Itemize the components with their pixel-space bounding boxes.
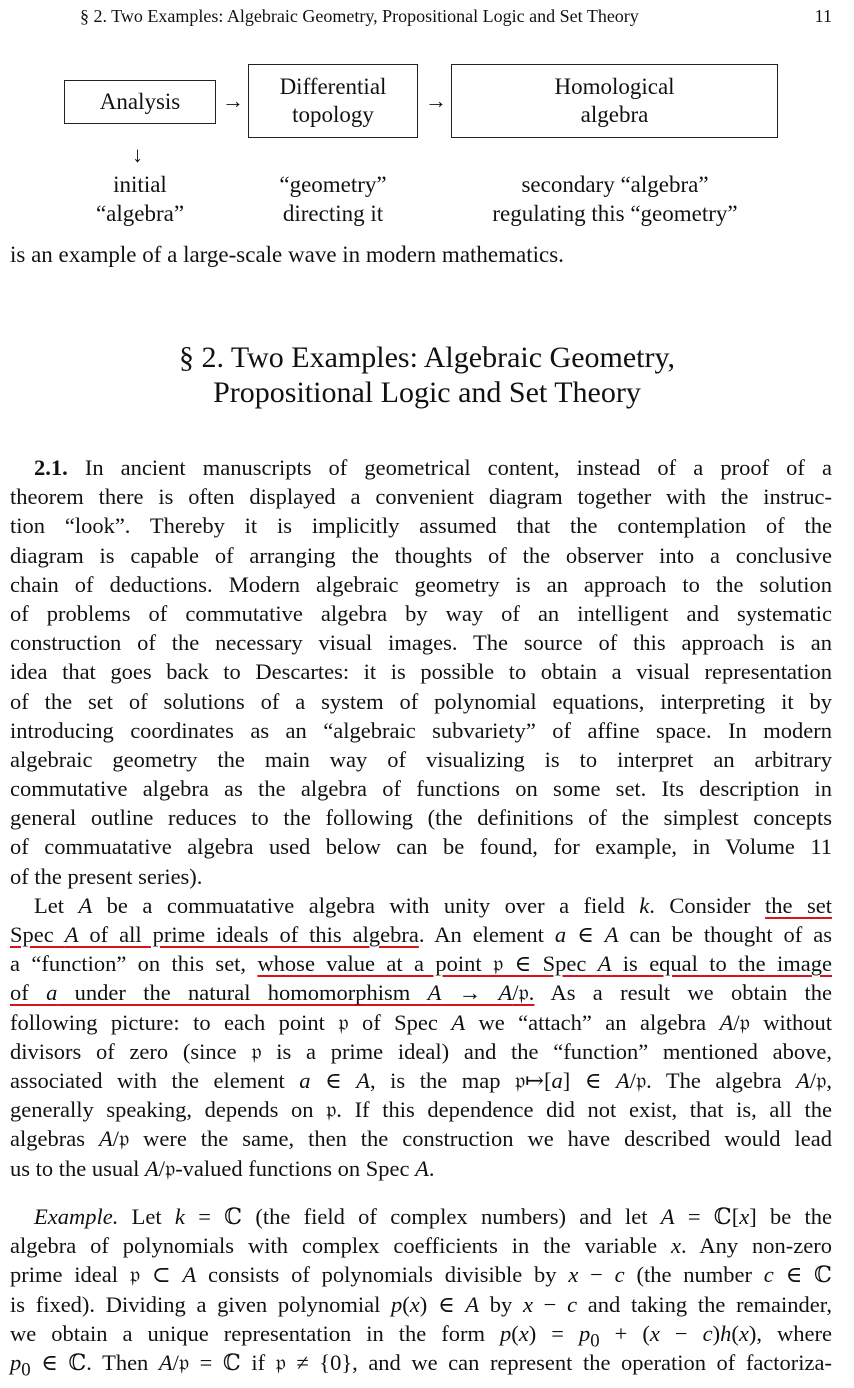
section-title [0, 340, 854, 410]
section-title-line2: Propositional Logic and Set Theory [213, 376, 641, 409]
para1-line: tion “look”. Thereby it is implicitly assumed that the contemplation of the [10, 513, 832, 539]
para1-line: of problems of commutative algebra by way of an intelligent and systematic [10, 600, 832, 626]
diagram-box-analysis [64, 80, 216, 124]
red-underline-1: the set [765, 892, 832, 918]
intro-line: is an example of a large-scale wave in modern mathematics. [10, 242, 564, 267]
para2-line-9: algebras A/𝔭 were the same, then the construction we have described would lead [10, 1126, 832, 1152]
box-differential-line1: Differential [279, 74, 387, 99]
example-line-2: algebra of polynomials with complex coefficients in the variable x. Any non-zero [10, 1233, 833, 1259]
red-underline-4: of a under the natural homomorphism A → A/𝔭. [10, 980, 535, 1006]
para1-line: idea that goes back to Descartes: it is possible to obtain a visual representation [10, 659, 832, 685]
example-line-4: is fixed). Dividing a given polynomial p(x) ∈ A by x − c and taking the remainder, [10, 1291, 832, 1317]
box-homological-line1: Homological [554, 74, 675, 99]
diagram-box-differential-topology [248, 64, 418, 138]
para2-line-10: us to the usual A/𝔭-valued functions on Spec A. [10, 1155, 435, 1181]
para2-line-3: a “function” on this set, whose value at a point 𝔭 ∈ Spec A is equal to the image [10, 951, 832, 977]
red-underline-2: Spec A of all prime ideals of this algebra [10, 922, 419, 947]
para1-line: theorem there is often displayed a convenient diagram together with the instruc- [10, 484, 832, 510]
example-line-5: we obtain a unique representation in the form $p(x) = p_0 + (x - c)h(x)$, where [10, 1320, 832, 1352]
para1-line: 2.1. In ancient manuscripts of geometrical content, instead of a proof of a [34, 455, 832, 480]
label-geometry-line1: “geometry” [279, 172, 387, 197]
para1-line: algebraic geometry the main way of visualizing is to interpret an arbitrary [10, 746, 832, 772]
para2-line-5: following picture: to each point 𝔭 of Spec A we “attach” an algebra A/𝔭 without [10, 1009, 832, 1035]
para-number: 2.1. [34, 455, 68, 480]
running-head [80, 6, 832, 27]
para1-line: of the present series). [10, 863, 203, 889]
para2-line-4: of a under the natural homomorphism A → A/𝔭. As a result we obtain the [10, 980, 833, 1006]
label-secondary-algebra [455, 170, 775, 228]
label-geometry-directing [243, 170, 423, 228]
para2-line-6: divisors of zero (since 𝔭 is a prime ideal) and the “function” mentioned above, [10, 1038, 832, 1064]
para1-line: general outline reduces to the following (the definitions of the simplest concepts [10, 805, 832, 831]
label-secondary-line1: secondary “algebra” [521, 172, 709, 197]
para2-line-1: Let A be a commuatative algebra with unity over a field k. Consider the set [34, 892, 832, 918]
box-analysis-label: Analysis [99, 89, 181, 114]
para1-line: construction of the necessary visual images. The source of this approach is an [10, 630, 832, 656]
para1-line: introducing coordinates as an “algebraic subvariety” of affine space. In modern [10, 717, 832, 743]
para1-line: diagram is capable of arranging the thoughts of the observer into a conclusive [10, 542, 832, 568]
para1-line: chain of deductions. Modern algebraic geometry is an approach to the solution [10, 571, 832, 597]
example-line-3: prime ideal 𝔭 ⊂ A consists of polynomials divisible by x − c (the number c ∈ ℂ [10, 1262, 832, 1288]
example-line-1: Example. Let k = ℂ (the field of complex numbers) and let A = ℂ[x] be the [34, 1204, 832, 1229]
label-secondary-line2: regulating this “geometry” [492, 201, 738, 226]
section-title-line1: § 2. Two Examples: Algebraic Geometry, [178, 341, 676, 374]
label-initial-algebra [60, 170, 220, 228]
arrow-down: ↓ [132, 142, 143, 167]
example-lead: Example. [34, 1204, 119, 1229]
label-initial-line1: initial [113, 172, 167, 197]
example-paragraph [10, 1202, 833, 1381]
paragraph-2-1 [10, 453, 832, 1183]
red-underline-3: whose value at a point 𝔭 ∈ Spec A is equal to the image [257, 951, 832, 977]
para1-line: of commuatative algebra used below can be found, for example, in Volume 11 [10, 834, 832, 860]
diagram-box-homological-algebra [451, 64, 778, 138]
para1-line: commutative algebra as the algebra of functions on some set. Its description in [10, 776, 832, 802]
label-initial-line2: “algebra” [95, 201, 185, 226]
arrow-right-1: → [222, 88, 244, 113]
label-geometry-line2: directing it [282, 201, 384, 226]
arrow-right-2: → [425, 88, 447, 113]
para2-line-8: generally speaking, depends on 𝔭. If this dependence did not exist, that is, all the [10, 1097, 832, 1123]
para2-line-2: Spec A of all prime ideals of this algebra. An element a ∈ A can be thought of as [10, 922, 832, 947]
example-line-6: $p_0$ ∈ ℂ. Then A/𝔭 = ℂ if 𝔭 ≠ {0}, and we can represent the operation of factoriza- [10, 1349, 832, 1381]
box-homological-line2: algebra [580, 102, 649, 127]
page-number: 11 [814, 6, 832, 26]
running-head-title: § 2. Two Examples: Algebraic Geometry, Propositional Logic and Set Theory [80, 6, 639, 26]
box-differential-line2: topology [292, 102, 374, 127]
para1-line: of the set of solutions of a system of polynomial equations, interpreting it by [10, 688, 832, 714]
para2-line-7: associated with the element a ∈ A, is the map 𝔭↦[a] ∈ A/𝔭. The algebra A/𝔭, [10, 1067, 832, 1093]
